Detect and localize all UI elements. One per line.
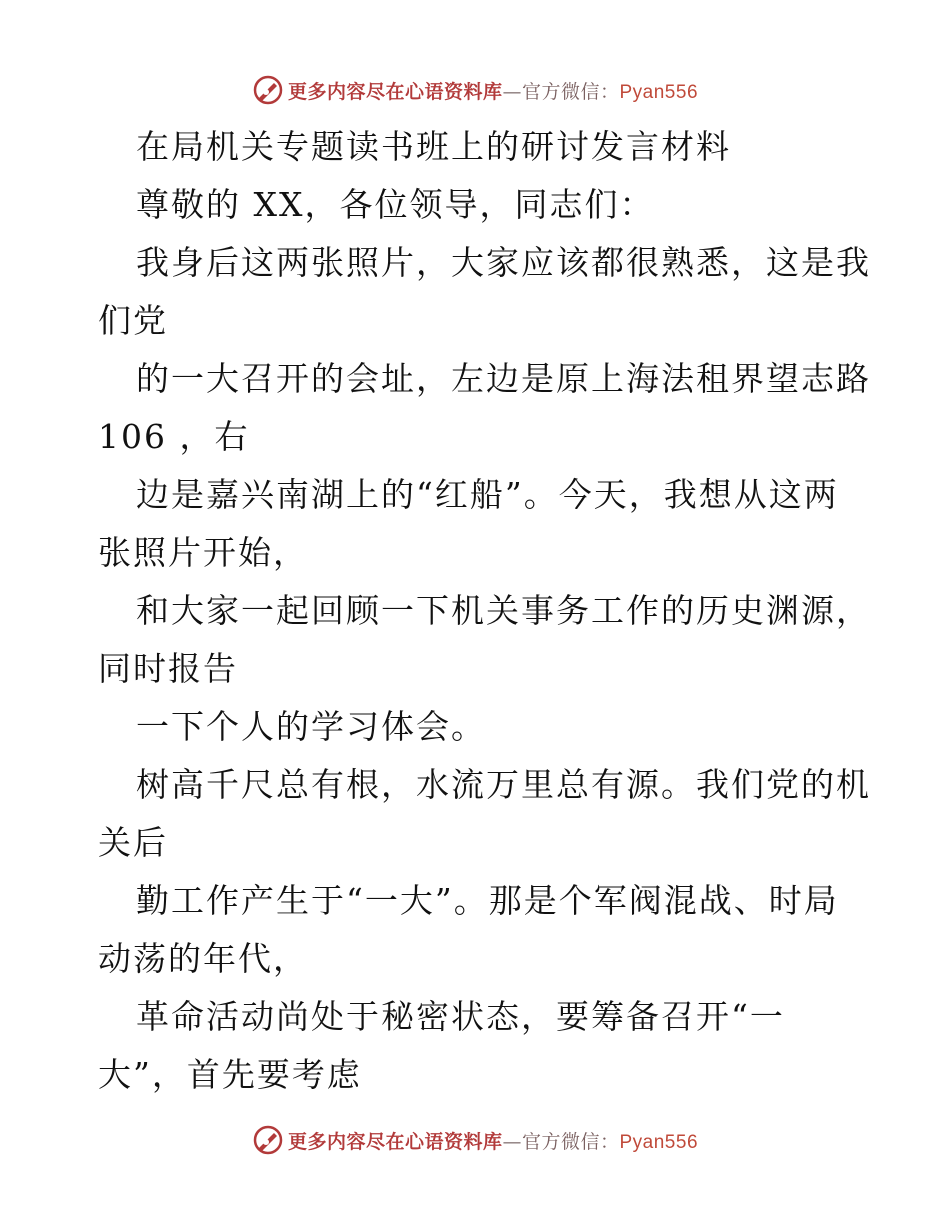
footer-dash: — [502,1130,522,1153]
text-line: 动荡的年代， [98,939,308,978]
header-wechat-label: 官方微信： [521,80,620,103]
header-banner-text [288,77,698,104]
pen-logo-icon [252,1124,284,1156]
text-line: 树高千尺总有根，水流万里总有源。我们党的机 [136,765,871,804]
document-title: 在局机关专题读书班上的研讨发言材料 [136,127,731,166]
document-body [98,118,871,1104]
header-dash: — [502,80,522,103]
pen-logo-icon [252,74,284,106]
footer-wechat-label: 官方微信： [521,1130,620,1153]
text-line: 张照片开始， [98,533,308,572]
text-line: 关后 [98,823,168,862]
text-line: 边是嘉兴南湖上的“红船”。今天，我想从这两 [136,475,839,514]
footer-library-text: 更多内容尽在心语资料库 [287,1130,503,1153]
text-line: 的一大召开的会址，左边是原上海法租界望志路 [136,359,871,398]
text-line: 们党 [98,301,168,340]
salutation: 尊敬的 XX，各位领导，同志们： [136,185,655,224]
text-line: 同时报告 [98,649,238,688]
footer-wechat-id: Pyan556 [619,1131,699,1153]
text-line: 革命活动尚处于秘密状态，要筹备召开“一 [136,997,785,1036]
text-line: 和大家一起回顾一下机关事务工作的历史渊源， [136,591,871,630]
header-watermark [0,70,950,110]
text-line: 106 ，右 [98,417,250,456]
text-line: 勤工作产生于“一大”。那是个军阀混战、时局 [136,881,839,920]
text-line: 我身后这两张照片，大家应该都很熟悉，这是我 [136,243,871,282]
text-line: 一下个人的学习体会。 [136,707,486,746]
footer-banner-text [288,1127,698,1154]
header-wechat-id: Pyan556 [619,81,699,103]
text-line: 大”，首先要考虑 [98,1055,362,1094]
footer-watermark [0,1120,950,1160]
header-library-text: 更多内容尽在心语资料库 [287,80,503,103]
